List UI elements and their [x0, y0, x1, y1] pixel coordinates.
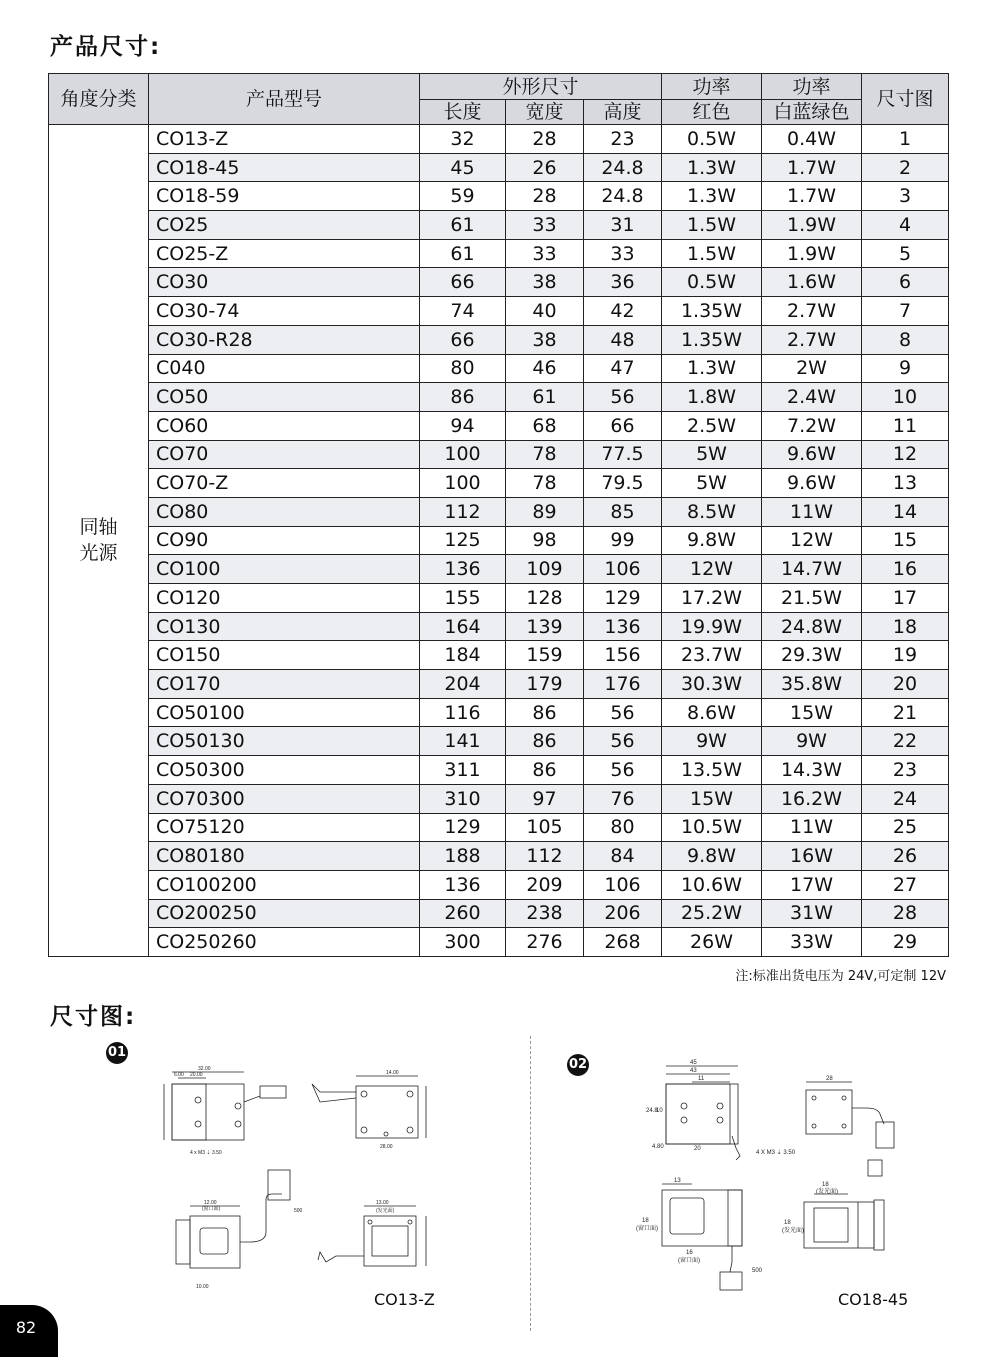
length-cell: 61 — [420, 239, 506, 268]
drawing-no-cell: 1 — [862, 125, 949, 154]
table-row — [49, 211, 949, 240]
width-cell: 98 — [506, 526, 584, 555]
drawing-no-cell: 15 — [862, 526, 949, 555]
power-red-cell: 0.5W — [662, 268, 762, 297]
table-row — [49, 842, 949, 871]
table-body — [49, 125, 949, 957]
svg-text:13.00: 13.00 — [376, 1200, 389, 1206]
model-cell: CO50100 — [149, 698, 420, 727]
table-row — [49, 354, 949, 383]
power-wbg-cell: 11W — [762, 497, 862, 526]
power-wbg-cell: 2.7W — [762, 297, 862, 326]
length-cell: 300 — [420, 928, 506, 957]
model-cell: CO30 — [149, 268, 420, 297]
width-cell: 128 — [506, 584, 584, 613]
power-wbg-cell: 1.6W — [762, 268, 862, 297]
header-power-red-line1: 功率 — [662, 74, 762, 100]
svg-text:500: 500 — [752, 1268, 763, 1274]
power-red-cell: 8.5W — [662, 497, 762, 526]
page-number: 82 — [0, 1305, 58, 1357]
width-cell: 78 — [506, 469, 584, 498]
svg-text:13: 13 — [674, 1178, 681, 1184]
model-cell: CO75120 — [149, 813, 420, 842]
svg-text:10.00: 10.00 — [196, 1284, 209, 1290]
svg-text:28: 28 — [826, 1076, 833, 1082]
length-cell: 188 — [420, 842, 506, 871]
header-width: 宽度 — [506, 100, 584, 125]
power-red-cell: 1.3W — [662, 182, 762, 211]
model-cell: CO70 — [149, 440, 420, 469]
length-cell: 66 — [420, 268, 506, 297]
table-row — [49, 469, 949, 498]
drawing-no-cell: 13 — [862, 469, 949, 498]
drawing-caption-01: CO13-Z — [374, 1290, 435, 1309]
height-cell: 136 — [584, 612, 662, 641]
svg-text:(发光面): (发光面) — [376, 1208, 395, 1214]
length-cell: 100 — [420, 469, 506, 498]
table-row — [49, 182, 949, 211]
length-cell: 66 — [420, 325, 506, 354]
drawing-no-cell: 14 — [862, 497, 949, 526]
width-cell: 209 — [506, 870, 584, 899]
height-cell: 66 — [584, 411, 662, 440]
height-cell: 268 — [584, 928, 662, 957]
model-cell: CO70300 — [149, 784, 420, 813]
power-red-cell: 5W — [662, 440, 762, 469]
power-red-cell: 15W — [662, 784, 762, 813]
svg-text:10: 10 — [656, 1108, 663, 1114]
svg-text:(窗口面): (窗口面) — [636, 1226, 658, 1232]
page-title: 产品尺寸: — [50, 34, 162, 60]
drawing-no-cell: 2 — [862, 153, 949, 182]
table-row — [49, 526, 949, 555]
drawing-no-cell: 7 — [862, 297, 949, 326]
svg-text:20.00: 20.00 — [190, 1072, 203, 1078]
model-cell: CO100200 — [149, 870, 420, 899]
model-cell: CO200250 — [149, 899, 420, 928]
width-cell: 28 — [506, 182, 584, 211]
table-row — [49, 297, 949, 326]
svg-text:20: 20 — [694, 1146, 701, 1152]
height-cell: 77.5 — [584, 440, 662, 469]
height-cell: 56 — [584, 727, 662, 756]
table-row — [49, 440, 949, 469]
table-row — [49, 383, 949, 412]
length-cell: 184 — [420, 641, 506, 670]
svg-text:32.00: 32.00 — [198, 1066, 211, 1072]
power-red-cell: 10.6W — [662, 870, 762, 899]
power-red-cell: 13.5W — [662, 756, 762, 785]
power-red-cell: 23.7W — [662, 641, 762, 670]
svg-text:(发光面): (发光面) — [816, 1189, 838, 1195]
header-length: 长度 — [420, 100, 506, 125]
header-power-wbg-line2: 白蓝绿色 — [762, 100, 862, 125]
svg-text:6.00: 6.00 — [174, 1072, 184, 1078]
drawing-no-cell: 28 — [862, 899, 949, 928]
drawing-no-cell: 23 — [862, 756, 949, 785]
model-cell: CO60 — [149, 411, 420, 440]
header-height: 高度 — [584, 100, 662, 125]
length-cell: 86 — [420, 383, 506, 412]
power-wbg-cell: 14.7W — [762, 555, 862, 584]
model-cell: CO130 — [149, 612, 420, 641]
height-cell: 24.8 — [584, 182, 662, 211]
table-row — [49, 268, 949, 297]
svg-text:45: 45 — [690, 1060, 697, 1066]
width-cell: 276 — [506, 928, 584, 957]
power-wbg-cell: 1.7W — [762, 182, 862, 211]
height-cell: 24.8 — [584, 153, 662, 182]
svg-text:14.00: 14.00 — [386, 1070, 399, 1076]
drawing-co18-45 — [632, 1052, 932, 1292]
height-cell: 206 — [584, 899, 662, 928]
power-wbg-cell: 33W — [762, 928, 862, 957]
svg-text:18: 18 — [784, 1220, 791, 1226]
svg-text:11: 11 — [698, 1076, 705, 1082]
length-cell: 125 — [420, 526, 506, 555]
height-cell: 36 — [584, 268, 662, 297]
drawings-title: 尺寸图: — [50, 1004, 137, 1030]
model-cell: CO30-R28 — [149, 325, 420, 354]
drawing-no-cell: 12 — [862, 440, 949, 469]
drawing-badge-01: 01 — [106, 1042, 128, 1064]
power-red-cell: 8.6W — [662, 698, 762, 727]
drawing-no-cell: 16 — [862, 555, 949, 584]
width-cell: 112 — [506, 842, 584, 871]
length-cell: 45 — [420, 153, 506, 182]
width-cell: 86 — [506, 756, 584, 785]
svg-text:18: 18 — [822, 1182, 829, 1188]
length-cell: 61 — [420, 211, 506, 240]
length-cell: 141 — [420, 727, 506, 756]
power-red-cell: 1.8W — [662, 383, 762, 412]
header-power-red-line2: 红色 — [662, 100, 762, 125]
header-dimensions: 外形尺寸 — [420, 74, 662, 100]
power-wbg-cell: 14.3W — [762, 756, 862, 785]
model-cell: CO18-59 — [149, 182, 420, 211]
svg-text:4 x M3 ⇣ 3.50: 4 x M3 ⇣ 3.50 — [190, 1150, 222, 1156]
height-cell: 47 — [584, 354, 662, 383]
table-row — [49, 641, 949, 670]
width-cell: 159 — [506, 641, 584, 670]
model-cell: CO150 — [149, 641, 420, 670]
length-cell: 32 — [420, 125, 506, 154]
power-red-cell: 26W — [662, 928, 762, 957]
height-cell: 48 — [584, 325, 662, 354]
power-red-cell: 1.35W — [662, 325, 762, 354]
table-row — [49, 125, 949, 154]
power-wbg-cell: 1.9W — [762, 211, 862, 240]
drawing-no-cell: 18 — [862, 612, 949, 641]
length-cell: 112 — [420, 497, 506, 526]
length-cell: 136 — [420, 555, 506, 584]
svg-text:24.8: 24.8 — [646, 1108, 658, 1114]
power-wbg-cell: 16.2W — [762, 784, 862, 813]
power-wbg-cell: 12W — [762, 526, 862, 555]
drawing-no-cell: 3 — [862, 182, 949, 211]
height-cell: 76 — [584, 784, 662, 813]
height-cell: 84 — [584, 842, 662, 871]
power-wbg-cell: 29.3W — [762, 641, 862, 670]
header-power-wbg-line1: 功率 — [762, 74, 862, 100]
category-cell: 同轴 光源 — [49, 125, 149, 957]
svg-text:500: 500 — [294, 1208, 303, 1214]
length-cell: 129 — [420, 813, 506, 842]
power-wbg-cell: 0.4W — [762, 125, 862, 154]
width-cell: 46 — [506, 354, 584, 383]
width-cell: 68 — [506, 411, 584, 440]
width-cell: 238 — [506, 899, 584, 928]
width-cell: 33 — [506, 211, 584, 240]
width-cell: 40 — [506, 297, 584, 326]
drawing-badge-02: 02 — [567, 1054, 589, 1076]
width-cell: 139 — [506, 612, 584, 641]
svg-text:16: 16 — [686, 1250, 693, 1256]
model-cell: CO120 — [149, 584, 420, 613]
table-row — [49, 325, 949, 354]
height-cell: 99 — [584, 526, 662, 555]
length-cell: 260 — [420, 899, 506, 928]
drawing-no-cell: 25 — [862, 813, 949, 842]
power-wbg-cell: 17W — [762, 870, 862, 899]
width-cell: 109 — [506, 555, 584, 584]
power-wbg-cell: 15W — [762, 698, 862, 727]
svg-text:(窗口面): (窗口面) — [678, 1258, 700, 1264]
drawing-co13-z — [150, 1062, 450, 1302]
width-cell: 61 — [506, 383, 584, 412]
model-cell: CO50 — [149, 383, 420, 412]
model-cell: CO25-Z — [149, 239, 420, 268]
power-red-cell: 1.3W — [662, 354, 762, 383]
power-wbg-cell: 9W — [762, 727, 862, 756]
drawing-no-cell: 4 — [862, 211, 949, 240]
power-wbg-cell: 9.6W — [762, 440, 862, 469]
width-cell: 97 — [506, 784, 584, 813]
svg-text:43: 43 — [690, 1068, 697, 1074]
length-cell: 155 — [420, 584, 506, 613]
power-wbg-cell: 31W — [762, 899, 862, 928]
length-cell: 74 — [420, 297, 506, 326]
svg-text:18: 18 — [642, 1218, 649, 1224]
power-red-cell: 9.8W — [662, 842, 762, 871]
model-cell: CO100 — [149, 555, 420, 584]
drawing-no-cell: 8 — [862, 325, 949, 354]
svg-text:28.00: 28.00 — [380, 1144, 393, 1150]
drawing-no-cell: 20 — [862, 670, 949, 699]
width-cell: 89 — [506, 497, 584, 526]
table-row — [49, 698, 949, 727]
table-row — [49, 928, 949, 957]
table-row — [49, 870, 949, 899]
width-cell: 38 — [506, 268, 584, 297]
header-category: 角度分类 — [49, 74, 149, 125]
power-wbg-cell: 24.8W — [762, 612, 862, 641]
table-row — [49, 727, 949, 756]
power-wbg-cell: 7.2W — [762, 411, 862, 440]
table-row — [49, 411, 949, 440]
svg-text:4.80: 4.80 — [652, 1144, 664, 1150]
table-row — [49, 153, 949, 182]
model-cell: C040 — [149, 354, 420, 383]
width-cell: 38 — [506, 325, 584, 354]
power-wbg-cell: 2W — [762, 354, 862, 383]
power-red-cell: 17.2W — [662, 584, 762, 613]
model-cell: CO30-74 — [149, 297, 420, 326]
model-cell: CO90 — [149, 526, 420, 555]
table-row — [49, 899, 949, 928]
svg-text:(发光面): (发光面) — [782, 1228, 804, 1234]
height-cell: 106 — [584, 555, 662, 584]
power-red-cell: 1.5W — [662, 239, 762, 268]
drawings-divider — [530, 1036, 531, 1331]
table-row — [49, 670, 949, 699]
height-cell: 56 — [584, 698, 662, 727]
height-cell: 23 — [584, 125, 662, 154]
drawing-no-cell: 5 — [862, 239, 949, 268]
table-row — [49, 756, 949, 785]
model-cell: CO250260 — [149, 928, 420, 957]
power-red-cell: 10.5W — [662, 813, 762, 842]
length-cell: 310 — [420, 784, 506, 813]
width-cell: 105 — [506, 813, 584, 842]
table-row — [49, 813, 949, 842]
model-cell: CO80 — [149, 497, 420, 526]
length-cell: 164 — [420, 612, 506, 641]
power-wbg-cell: 21.5W — [762, 584, 862, 613]
drawing-no-cell: 9 — [862, 354, 949, 383]
power-red-cell: 1.35W — [662, 297, 762, 326]
model-cell: CO80180 — [149, 842, 420, 871]
power-red-cell: 2.5W — [662, 411, 762, 440]
power-wbg-cell: 16W — [762, 842, 862, 871]
drawing-no-cell: 24 — [862, 784, 949, 813]
height-cell: 80 — [584, 813, 662, 842]
length-cell: 136 — [420, 870, 506, 899]
power-wbg-cell: 1.7W — [762, 153, 862, 182]
power-red-cell: 19.9W — [662, 612, 762, 641]
width-cell: 28 — [506, 125, 584, 154]
length-cell: 59 — [420, 182, 506, 211]
drawing-no-cell: 29 — [862, 928, 949, 957]
width-cell: 26 — [506, 153, 584, 182]
height-cell: 31 — [584, 211, 662, 240]
header-drawing: 尺寸图 — [862, 74, 949, 125]
height-cell: 106 — [584, 870, 662, 899]
power-red-cell: 1.5W — [662, 211, 762, 240]
table-row — [49, 784, 949, 813]
model-cell: CO50300 — [149, 756, 420, 785]
drawing-no-cell: 22 — [862, 727, 949, 756]
power-red-cell: 12W — [662, 555, 762, 584]
drawing-no-cell: 6 — [862, 268, 949, 297]
svg-text:4 X M3 ⇣ 3.50: 4 X M3 ⇣ 3.50 — [756, 1150, 796, 1156]
height-cell: 85 — [584, 497, 662, 526]
model-cell: CO18-45 — [149, 153, 420, 182]
power-red-cell: 1.3W — [662, 153, 762, 182]
power-red-cell: 9W — [662, 727, 762, 756]
height-cell: 79.5 — [584, 469, 662, 498]
svg-text:(窗口面): (窗口面) — [202, 1206, 221, 1212]
length-cell: 116 — [420, 698, 506, 727]
header-model: 产品型号 — [149, 74, 420, 125]
width-cell: 86 — [506, 698, 584, 727]
power-red-cell: 0.5W — [662, 125, 762, 154]
voltage-note: 注:标准出货电压为 24V,可定制 12V — [735, 969, 946, 984]
width-cell: 33 — [506, 239, 584, 268]
model-cell: CO25 — [149, 211, 420, 240]
table-row — [49, 555, 949, 584]
power-wbg-cell: 2.7W — [762, 325, 862, 354]
power-wbg-cell: 1.9W — [762, 239, 862, 268]
drawing-no-cell: 11 — [862, 411, 949, 440]
drawing-caption-02: CO18-45 — [838, 1290, 909, 1309]
model-cell: CO170 — [149, 670, 420, 699]
power-wbg-cell: 9.6W — [762, 469, 862, 498]
length-cell: 311 — [420, 756, 506, 785]
height-cell: 33 — [584, 239, 662, 268]
power-red-cell: 9.8W — [662, 526, 762, 555]
length-cell: 80 — [420, 354, 506, 383]
height-cell: 56 — [584, 756, 662, 785]
model-cell: CO70-Z — [149, 469, 420, 498]
width-cell: 86 — [506, 727, 584, 756]
drawing-no-cell: 10 — [862, 383, 949, 412]
drawing-no-cell: 26 — [862, 842, 949, 871]
drawing-no-cell: 21 — [862, 698, 949, 727]
height-cell: 156 — [584, 641, 662, 670]
drawing-no-cell: 17 — [862, 584, 949, 613]
height-cell: 129 — [584, 584, 662, 613]
width-cell: 179 — [506, 670, 584, 699]
length-cell: 100 — [420, 440, 506, 469]
power-wbg-cell: 35.8W — [762, 670, 862, 699]
table-row — [49, 584, 949, 613]
height-cell: 176 — [584, 670, 662, 699]
product-dimension-table — [48, 73, 949, 957]
power-red-cell: 30.3W — [662, 670, 762, 699]
width-cell: 78 — [506, 440, 584, 469]
table-row — [49, 497, 949, 526]
table-row — [49, 239, 949, 268]
height-cell: 56 — [584, 383, 662, 412]
drawing-no-cell: 19 — [862, 641, 949, 670]
power-red-cell: 25.2W — [662, 899, 762, 928]
table-row — [49, 612, 949, 641]
power-wbg-cell: 2.4W — [762, 383, 862, 412]
drawing-no-cell: 27 — [862, 870, 949, 899]
height-cell: 42 — [584, 297, 662, 326]
model-cell: CO50130 — [149, 727, 420, 756]
power-wbg-cell: 11W — [762, 813, 862, 842]
model-cell: CO13-Z — [149, 125, 420, 154]
length-cell: 94 — [420, 411, 506, 440]
svg-text:12.00: 12.00 — [204, 1200, 217, 1206]
length-cell: 204 — [420, 670, 506, 699]
power-red-cell: 5W — [662, 469, 762, 498]
